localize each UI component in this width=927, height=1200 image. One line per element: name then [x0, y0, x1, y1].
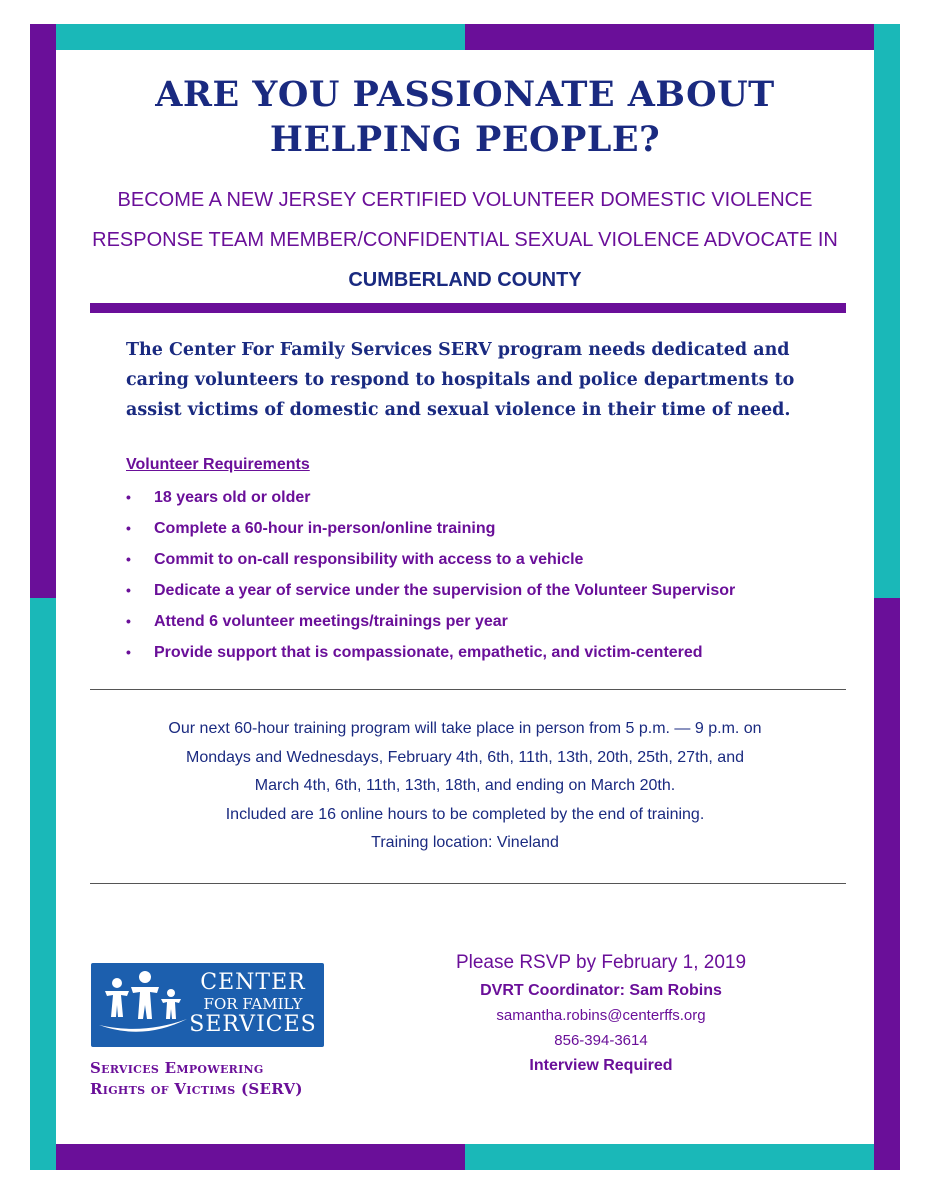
bullet-icon: •: [126, 520, 131, 536]
training-line-3: March 4th, 6th, 11th, 13th, 18th, and ending on March 20th.: [254, 777, 676, 794]
requirement-item: [126, 482, 846, 513]
requirement-text: Dedicate a year of service under the supervision of the Volunteer Supervisor: [154, 582, 736, 599]
serv-line-1: Services Empowering: [90, 1059, 264, 1077]
interview-note: Interview Required: [529, 1057, 673, 1074]
subheading: [56, 180, 874, 260]
subheading-line-1: BECOME A NEW JERSEY CERTIFIED VOLUNTEER DOMESTIC VIOLENCE: [117, 189, 813, 211]
logo-line-3: SERVICES: [189, 1012, 317, 1037]
email-link[interactable]: samantha.robins@centerffs.org: [496, 1007, 706, 1024]
section-divider-thick: [90, 303, 846, 313]
section-divider-thin-2: [90, 883, 846, 884]
headline-line-1: ARE YOU PASSIONATE ABOUT: [155, 74, 775, 115]
frame-bottom-left-purple: [56, 1144, 465, 1170]
training-line-4: Included are 16 online hours to be completed by the end of training.: [225, 805, 705, 823]
frame-top-left-teal: [30, 24, 465, 50]
frame-top-right-corner-teal: [874, 24, 900, 598]
requirement-item: [126, 544, 846, 575]
training-line-1: Our next 60-hour training program will take place in person from 5 p.m. — 9 p.m. on: [168, 720, 762, 737]
training-line-2: Mondays and Wednesdays, February 4th, 6th, 11th, 13th, 20th, 25th, 27th, and: [186, 748, 744, 766]
training-details: [56, 715, 874, 858]
requirement-text: Complete a 60-hour in-person/online training: [154, 520, 496, 537]
intro-line-2: caring volunteers to respond to hospitals and police departments to: [126, 370, 795, 390]
intro-line-3: assist victims of domestic and sexual violence in their time of need.: [126, 400, 791, 420]
logo-wordmark: [187, 971, 319, 1037]
requirements-heading: Volunteer Requirements: [126, 456, 310, 473]
serv-tagline: [90, 1058, 303, 1100]
headline: [56, 72, 874, 162]
logo-line-1: CENTER: [200, 970, 306, 995]
training-line-5: Training location: Vineland: [371, 834, 559, 851]
logo-line-2: FOR FAMILY: [203, 995, 303, 1013]
requirement-text: Provide support that is compassionate, empathetic, and victim-centered: [154, 644, 703, 661]
requirement-text: 18 years old or older: [154, 489, 311, 506]
serv-line-2: Rights of Victims (SERV): [90, 1080, 303, 1098]
frame-bottom-right-teal: [465, 1144, 874, 1170]
bullet-icon: •: [126, 489, 131, 505]
intro-paragraph: [126, 335, 826, 425]
requirement-text: Attend 6 volunteer meetings/trainings per year: [154, 613, 508, 630]
bullet-icon: •: [126, 582, 131, 598]
frame-right-bottom-purple: [874, 598, 900, 1170]
requirement-item: [126, 513, 846, 544]
requirements-list: [126, 482, 846, 668]
requirement-item: [126, 606, 846, 637]
section-divider-thin-1: [90, 689, 846, 690]
phone-number: 856-394-3614: [554, 1032, 648, 1049]
flyer-page: [56, 50, 874, 1144]
rsvp-text: Please RSVP by February 1, 2019: [455, 952, 747, 973]
frame-left-bottom-teal: [30, 598, 56, 1170]
subheading-line-2: RESPONSE TEAM MEMBER/CONFIDENTIAL SEXUAL VIOLENCE ADVOCATE IN: [92, 229, 838, 251]
contact-block: [406, 948, 796, 1078]
requirement-text: Commit to on-call responsibility with access to a vehicle: [154, 551, 584, 568]
frame-left-top-purple: [30, 24, 56, 598]
requirement-item: [126, 575, 846, 606]
intro-line-1: The Center For Family Services SERV program needs dedicated and: [126, 340, 790, 360]
coordinator-name: DVRT Coordinator: Sam Robins: [480, 982, 722, 999]
requirement-item: [126, 637, 846, 668]
center-for-family-services-logo: [91, 963, 324, 1047]
bullet-icon: •: [126, 644, 131, 660]
headline-line-2: HELPING PEOPLE?: [269, 119, 661, 160]
bullet-icon: •: [126, 613, 131, 629]
county-name: CUMBERLAND COUNTY: [348, 269, 582, 291]
bullet-icon: •: [126, 551, 131, 567]
family-figures-icon: [97, 969, 189, 1041]
frame-top-right-purple: [465, 24, 874, 50]
